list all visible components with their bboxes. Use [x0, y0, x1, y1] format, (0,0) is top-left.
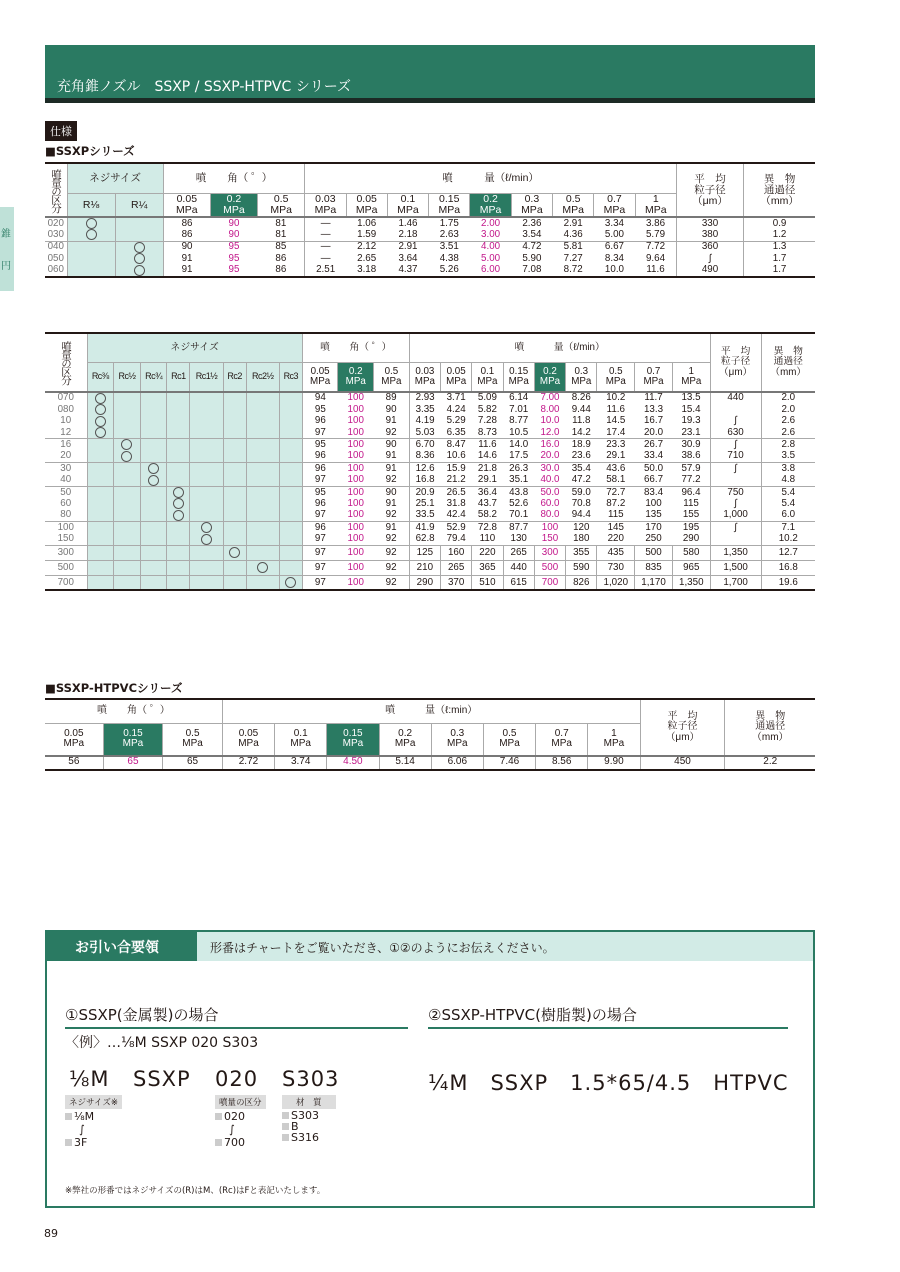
table-row: 60 96 100 91 25.1 31.8 43.7 52.6 60.0 70.8 87.2 100 115 ∫ 5.4 [45, 498, 815, 510]
table-row: 56 65 65 2.72 3.74 4.50 5.14 6.06 7.46 8.56 9.90 450 2.2 [45, 756, 815, 770]
page-title: 充角錐ノズル SSXP / SSXP-HTPVC シリーズ [57, 79, 352, 95]
table-row: 060 91 95 86 2.51 3.18 4.37 5.26 6.00 7.08 8.72 10.0 11.6 490 1.7 [45, 265, 815, 277]
model-part-capacity: 020 [215, 1067, 259, 1091]
material-label: 材 質 [282, 1095, 336, 1109]
page-number: 89 [44, 1227, 58, 1240]
resin-case-heading: ②SSXP-HTPVC(樹脂製)の場合 [428, 1004, 788, 1029]
table-row: 20 96 100 91 8.36 10.6 14.6 17.5 20.0 23.6 29.1 33.4 38.6 710 3.5 [45, 451, 815, 463]
side-tab: 錐 円 [0, 207, 14, 291]
capacity-label: 噴量の区分 [215, 1095, 266, 1109]
metal-case-heading: ①SSXP(金属製)の場合 [65, 1004, 408, 1029]
table-row: 10 96 100 91 4.19 5.29 7.28 8.77 10.0 11.8 14.5 16.7 19.3 ∫ 2.6 [45, 416, 815, 428]
table-row: 80 97 100 92 33.5 42.4 58.2 70.1 80.0 94.4 115 135 155 1,000 6.0 [45, 510, 815, 522]
order-info-box [45, 930, 815, 1208]
ssxp-series-heading: ■SSXPシリーズ [45, 144, 135, 158]
order-instructions: 形番はチャートをご覧いただき、①②のようにお伝えください。 [210, 941, 555, 955]
table-row: 020 86 90 81 — 1.06 1.46 1.75 2.00 2.36 2.91 3.34 3.86 330 0.9 [45, 217, 815, 229]
table-row: 40 97 100 92 16.8 21.2 29.1 35.1 40.0 47.2 58.1 66.7 77.2 4.8 [45, 475, 815, 487]
table-row: 50 95 100 90 20.9 26.5 36.4 43.8 50.0 59.0 72.7 83.4 96.4 750 5.4 [45, 486, 815, 498]
spec-label: 仕様 [45, 121, 77, 141]
ssxp-small-table: 噴量の区分 ネジサイズ 噴 角（ ゜） 噴 量（ℓ/min） 平 均 粒子径 （μm） 異 物 通過径 （mm） R⅛ R¼ 0.05 MPa 0.2 MPa 0.5 MPa 0.03 MPa 0.05 MPa 0.1 MPa 0.15 MPa 0.2 MPa 0.3 MPa 0.5 MPa 0.7 MPa 1 MPa 020 86 90 81 — 1.06 1.46 1.75 2.00 2.36 2.91 3.34 3.86 330 0.9 030 86 90 81 — 1.59 2.18 2.63 3.00 3.54 4.36 5.00 5.79 380 1.2 040 90 95 85 — 2.12 2.91 3.51 4.00 4.72 5.81 6.67 7.72 360 1.3 050 91 95 86 — 2.65 3.64 4.38 5.00 5.90 7.27 8.34 9.64 ∫ 1.7 060 91 95 86 2.51 3.18 4.37 5.26 6.00 7.08 8.72 10.0 11.6 490 1.7 [45, 162, 815, 278]
table-row: 16 95 100 90 6.70 8.47 11.6 14.0 16.0 18.9 23.3 26.7 30.9 ∫ 2.8 [45, 439, 815, 451]
table-row: 040 90 95 85 — 2.12 2.91 3.51 4.00 4.72 5.81 6.67 7.72 360 1.3 [45, 241, 815, 253]
example-line: 〈例〉…⅛M SSXP 020 S303 [65, 1035, 259, 1051]
title-banner [45, 45, 815, 103]
thread-size-label: ネジサイズ※ [65, 1095, 122, 1109]
footnote: ※弊社の形番ではネジサイズの(R)はM、(Rc)はFと表記いたします。 [65, 1186, 326, 1196]
table-row: 700 97 100 92 290 370 510 615 700 826 1,020 1,170 1,350 1,700 19.6 [45, 575, 815, 590]
table-row: 500 97 100 92 210 265 365 440 500 590 730 835 965 1,500 16.8 [45, 560, 815, 575]
table-row: 30 96 100 91 12.6 15.9 21.8 26.3 30.0 35.4 43.6 50.0 57.9 ∫ 3.8 [45, 463, 815, 475]
capacity-options: 020 ∫ 700 [215, 1110, 245, 1149]
table-row: 030 86 90 81 — 1.59 2.18 2.63 3.00 3.54 4.36 5.00 5.79 380 1.2 [45, 229, 815, 241]
table-row: 12 97 100 92 5.03 6.35 8.73 10.5 12.0 14.2 17.4 20.0 23.1 630 2.6 [45, 427, 815, 439]
table-row: 300 97 100 92 125 160 220 265 300 355 435 500 580 1,350 12.7 [45, 545, 815, 560]
table-row: 100 96 100 91 41.9 52.9 72.8 87.7 100 120 145 170 195 ∫ 7.1 [45, 522, 815, 534]
htpvc-table: 噴 角（ ゜） 噴 量（ℓ:min） 平 均 粒子径 （μm） 異 物 通過径 （mm） 0.05 MPa 0.15 MPa 0.5 MPa 0.05 MPa 0.1 MPa 0.15 MPa 0.2 MPa 0.3 MPa 0.5 MPa 0.7 MPa 1 MPa 56 65 65 2.72 3.74 4.50 5.14 6.06 7.46 8.56 9.90 450 2.2 [45, 698, 815, 771]
model-part-material: S303 [282, 1067, 340, 1091]
table-row: 070 94 100 89 2.93 3.71 5.09 6.14 7.00 8.26 10.2 11.7 13.5 440 2.0 [45, 392, 815, 404]
thread-options: ⅛M ∫ 3F [65, 1110, 94, 1149]
table-row: 080 95 100 90 3.35 4.24 5.82 7.01 8.00 9.44 11.6 13.3 15.4 2.0 [45, 404, 815, 416]
resin-model-example: ¼M SSXP 1.5*65/4.5 HTPVC [428, 1071, 789, 1095]
ssxp-large-table: 噴量の区分 ネジサイズ 噴 角（ ゜） 噴 量（ℓ/min） 平 均 粒子径 （μm） 異 物 通過径 （mm） Rc⅜ Rc½ Rc¾ Rc1 Rc1½ Rc2 Rc2½ Rc3 0.05 MPa 0.2 MPa 0.5 MPa 0.03 MPa 0.05 MPa 0.1 MPa 0.15 MPa 0.2 MPa 0.3 MPa 0.5 MPa 0.7 MPa 1 MPa 070 94 100 89 2.93 3.71 5.09 6.14 7.00 8.26 10.2 11.7 13.5 440 2.0 080 95 100 90 3.35 4.24 5.82 7.01 8.00 9.44 11.6 13.3 15.4 2.0 10 96 100 91 4.19 5.29 7.28 8.77 10.0 11.8 14.5 16.7 19.3 ∫ 2.6 12 97 100 92 5.03 6.35 8.73 10.5 12.0 14.2 17.4 20.0 23.1 630 2.6 16 95 100 90 6.70 8.47 11.6 14.0 16.0 18.9 23.3 26.7 30.9 ∫ 2.8 20 96 100 91 8.36 10.6 14.6 17.5 20.0 23.6 29.1 33.4 38.6 710 3.5 30 96 100 91 12.6 15.9 21.8 26.3 30.0 35.4 43.6 50.0 57.9 ∫ 3.8 40 97 100 92 16.8 21.2 29.1 35.1 40.0 47.2 58.1 66.7 77.2 4.8 50 95 100 90 20.9 26.5 36.4 43.8 50.0 59.0 72.7 83.4 96.4 750 5.4 60 96 100 91 25.1 31.8 43.7 52.6 60.0 70.8 87.2 100 115 ∫ 5.4 80 97 100 92 33.5 42.4 58.2 70.1 80.0 94.4 115 135 155 1,000 6.0 100 96 100 91 41.9 52.9 72.8 87.7 100 120 145 170 195 ∫ 7.1 150 97 100 92 62.8 79.4 110 130 150 180 220 250 290 10.2 300 97 100 92 125 160 220 265 300 355 435 500 580 1,350 12.7 500 97 100 92 210 265 365 440 500 590 730 835 965 1,500 16.8 700 97 100 92 290 370 510 615 700 826 1,020 1,170 1,350 1,700 19.6 [45, 332, 815, 591]
model-part-thread: ⅛M [69, 1067, 110, 1091]
table-row: 050 91 95 86 — 2.65 3.64 4.38 5.00 5.90 7.27 8.34 9.64 ∫ 1.7 [45, 253, 815, 264]
htpvc-series-heading: ■SSXP-HTPVCシリーズ [45, 681, 183, 695]
table-row: 150 97 100 92 62.8 79.4 110 130 150 180 220 250 290 10.2 [45, 534, 815, 546]
order-tag: お引い合要領 [47, 932, 197, 961]
material-options: S303 B S316 [282, 1110, 319, 1143]
model-part-series: SSXP [133, 1067, 191, 1091]
